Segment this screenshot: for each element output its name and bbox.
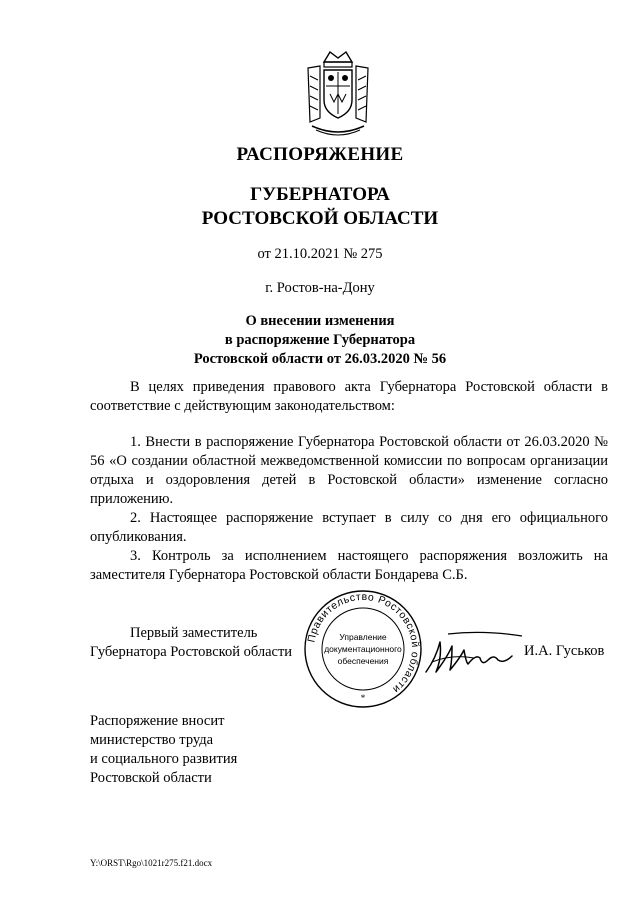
subject-line-2: в распоряжение Губернатора [224,332,416,348]
seal-inner-line-3: обеспечения [337,656,389,666]
official-seal-icon [302,588,424,710]
submitted-by-block [90,712,237,788]
document-subject [0,312,640,369]
preamble-paragraph [90,378,608,416]
svg-text:*: * [360,693,366,703]
document-type-title: РАСПОРЯЖЕНИЕ [236,144,404,165]
items-list [90,433,608,585]
position-line-1: Первый заместитель [130,625,258,641]
list-item-3: 3. Контроль за исполнением настоящего распоряжения возложить на заместителя Губернатора Ростовской области Бондарева С.Б. [90,548,608,583]
subject-line-1: О внесении изменения [245,313,395,329]
issuer-line-2: РОСТОВСКОЙ ОБЛАСТИ [201,208,439,229]
handwritten-signature-icon [422,628,526,678]
issuer-title [0,183,640,231]
submitted-line-1: Распоряжение вносит [90,713,225,729]
seal-outer-text: Правительство Ростовской области [305,590,422,696]
list-item-2: 2. Настоящее распоряжение вступает в силу со дня его официального опубликования. [90,510,608,545]
signatory-position [90,624,292,662]
subject-line-3: Ростовской области от 26.03.2020 № 56 [193,351,447,367]
submitted-line-3: и социального развития [90,751,238,767]
city: г. Ростов-на-Дону [265,280,375,296]
file-path-footer: Y:\ORST\Rgo\1021r275.f21.docx [90,858,213,868]
seal-inner-line-1: Управление [339,632,387,642]
list-item-1: 1. Внести в распоряжение Губернатора Ростовской области от 26.03.2020 № 56 «О создании областной межведомственной комиссии по вопросам организации отдыха и оздоровления детей в Ростовской области» изменение согласно приложению. [90,434,608,507]
preamble-text: В целях приведения правового акта Губернатора Ростовской области в соответствие с действующим законодательством: [90,379,608,414]
coat-of-arms-icon [300,48,376,140]
signatory-name: И.А. Гуськов [524,643,605,659]
date-and-number: от 21.10.2021 № 275 [257,246,383,262]
issuer-line-1: ГУБЕРНАТОРА [250,184,390,205]
seal-inner-line-2: документационного [324,644,402,654]
position-line-2: Губернатора Ростовской области [90,644,293,660]
submitted-line-2: министерство труда [90,732,214,748]
submitted-line-4: Ростовской области [90,770,212,786]
